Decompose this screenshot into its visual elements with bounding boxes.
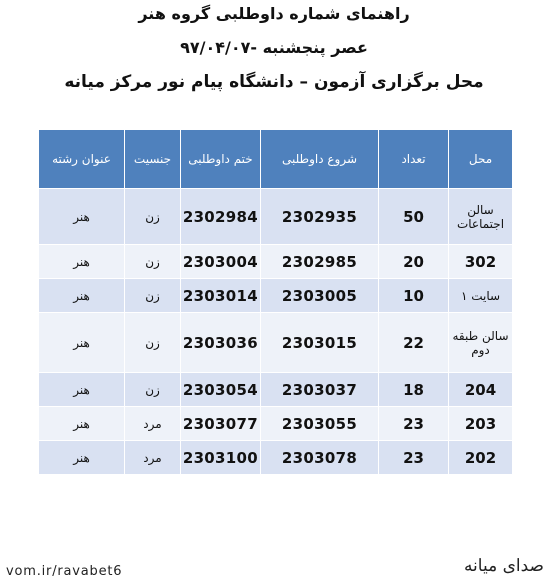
cell-field: هنر [39,279,125,313]
cell-count: 23 [379,407,449,441]
cell-gender: زن [125,373,181,407]
table-row [39,373,513,407]
cell-start-number: 2303005 [261,279,379,313]
cell-field: هنر [39,313,125,373]
cell-end-number: 2303054 [181,373,261,407]
cell-start-number: 2303015 [261,313,379,373]
table-row [39,407,513,441]
table-row [39,189,513,245]
cell-end-number: 2303036 [181,313,261,373]
cell-gender: مرد [125,407,181,441]
title-line-2-date: عصر پنجشنبه -۹۷/۰۴/۰۷ [180,38,368,57]
footer-url: vom.ir/ravabet6 [6,564,123,579]
col-header-start-number: شروع داوطلبی [261,130,379,189]
cell-place: سالن طبقه دوم [449,313,513,373]
cell-end-number: 2303077 [181,407,261,441]
cell-end-number: 2303004 [181,245,261,279]
cell-field: هنر [39,245,125,279]
cell-field: هنر [39,407,125,441]
table-row [39,441,513,475]
cell-place: 204 [449,373,513,407]
cell-count: 23 [379,441,449,475]
cell-count: 18 [379,373,449,407]
cell-start-number: 2302985 [261,245,379,279]
cell-place: سالن اجتماعات [449,189,513,245]
cell-end-number: 2303100 [181,441,261,475]
cell-count: 20 [379,245,449,279]
cell-gender: زن [125,245,181,279]
cell-end-number: 2302984 [181,189,261,245]
cell-start-number: 2303078 [261,441,379,475]
cell-count: 10 [379,279,449,313]
col-header-gender: جنسیت [125,130,181,189]
cell-field: هنر [39,373,125,407]
cell-place: سایت ۱ [449,279,513,313]
title-line-1: راهنمای شماره داوطلبی گروه هنر [138,4,410,23]
title-line-3-venue: محل برگزاری آزمون – دانشگاه پیام نور مرکز میانه [64,72,484,92]
cell-start-number: 2303037 [261,373,379,407]
col-header-field: عنوان رشته [39,130,125,189]
cell-gender: زن [125,189,181,245]
cell-place: 202 [449,441,513,475]
col-header-place: محل [449,130,513,189]
col-header-end-number: ختم داوطلبی [181,130,261,189]
cell-gender: زن [125,279,181,313]
table-row [39,313,513,373]
table-row [39,279,513,313]
cell-end-number: 2303014 [181,279,261,313]
cell-place: 302 [449,245,513,279]
cell-start-number: 2302935 [261,189,379,245]
cell-field: هنر [39,189,125,245]
candidate-number-table [38,129,513,475]
table-header-row [39,130,513,189]
col-header-count: تعداد [379,130,449,189]
cell-gender: زن [125,313,181,373]
cell-field: هنر [39,441,125,475]
cell-count: 50 [379,189,449,245]
brand-logo: صدای میانه [463,556,544,576]
cell-count: 22 [379,313,449,373]
cell-place: 203 [449,407,513,441]
cell-start-number: 2303055 [261,407,379,441]
table-row [39,245,513,279]
cell-gender: مرد [125,441,181,475]
